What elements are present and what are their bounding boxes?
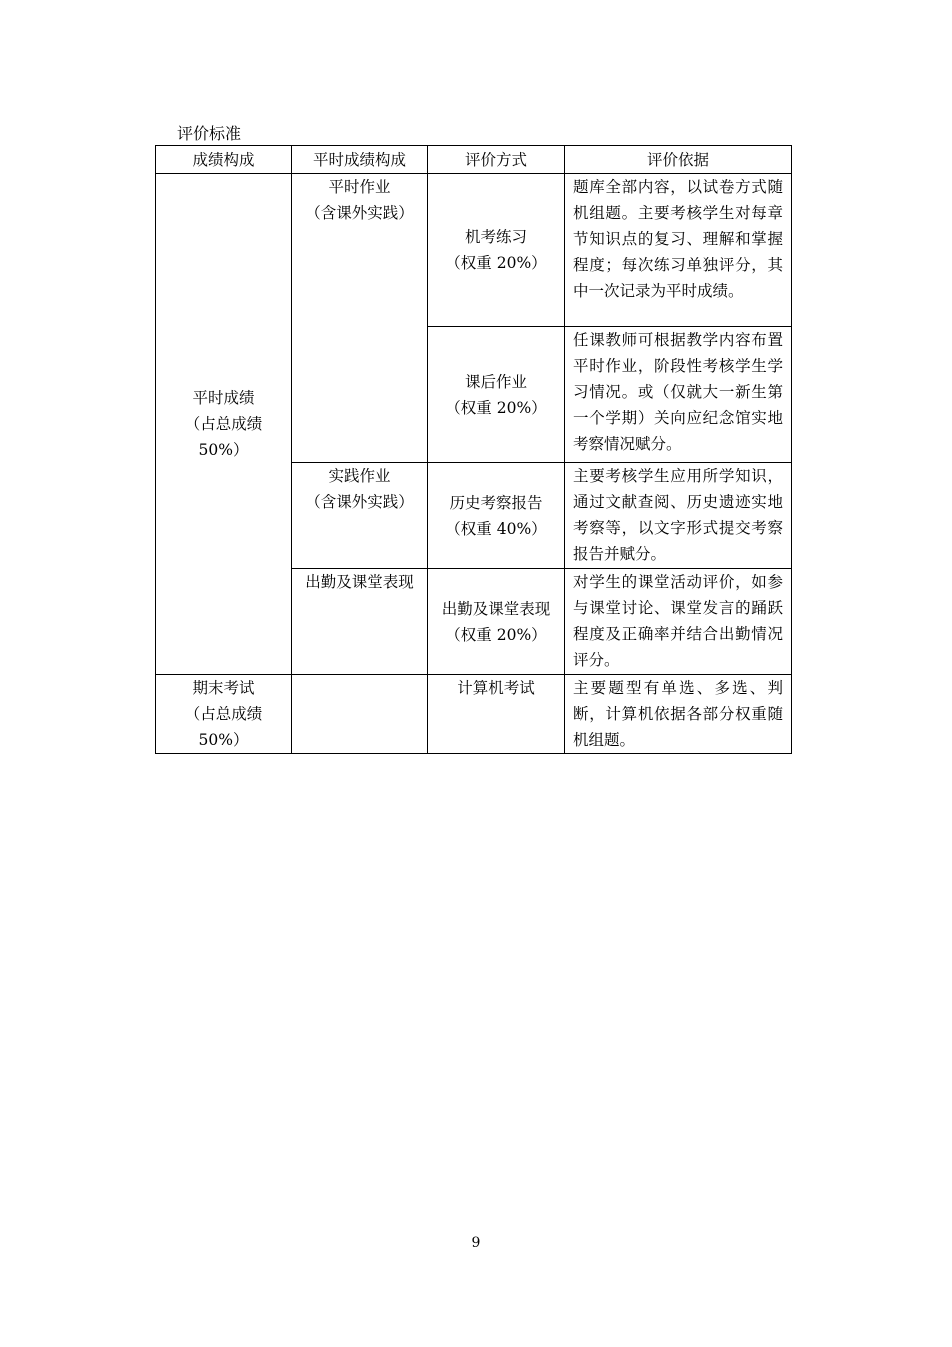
cell-component-final bbox=[156, 675, 292, 754]
cell-basis: 主要考核学生应用所学知识，通过文献查阅、历史遗迹实地考察等，以文字形式提交考察报告并赋分。 bbox=[565, 463, 792, 569]
sub-line: 平时作业 bbox=[328, 178, 391, 196]
table-header-row bbox=[156, 146, 792, 174]
method-line: 历史考察报告 bbox=[449, 493, 543, 512]
table-row bbox=[156, 174, 792, 327]
table-caption: 评价标准 bbox=[177, 124, 242, 143]
cell-basis: 题库全部内容，以试卷方式随机组题。主要考核学生对每章节知识点的复习、理解和掌握程度；每次练习单独评分，其中一次记录为平时成绩。 bbox=[565, 174, 792, 327]
cell-sub-homework bbox=[292, 174, 428, 463]
cell-basis: 对学生的课堂活动评价，如参与课堂讨论、课堂发言的踊跃程度及正确率并结合出勤情况评分。 bbox=[565, 569, 792, 675]
sub-line: 实践作业 bbox=[328, 467, 391, 485]
sub-line: （含课外实践） bbox=[305, 204, 414, 222]
table-row bbox=[156, 675, 792, 754]
method-line: 计算机考试 bbox=[457, 679, 535, 697]
method-line: （权重 40%） bbox=[445, 519, 547, 538]
cell-basis: 任课教师可根据教学内容布置平时作业，阶段性考核学生学习情况。或（仅就大一新生第一个学期）关向应纪念馆实地考察情况赋分。 bbox=[565, 327, 792, 463]
method-line: 出勤及课堂表现 bbox=[441, 599, 551, 618]
component-line: 期末考试 bbox=[192, 679, 255, 697]
component-line: 50%） bbox=[198, 731, 249, 749]
header-cell-component: 成绩构成 bbox=[156, 146, 292, 174]
cell-method bbox=[428, 463, 565, 569]
sub-line: 出勤及课堂表现 bbox=[305, 573, 414, 591]
method-line: （权重 20%） bbox=[445, 398, 547, 417]
method-line: （权重 20%） bbox=[445, 254, 547, 272]
cell-sub-empty bbox=[292, 675, 428, 754]
cell-method bbox=[428, 569, 565, 675]
evaluation-table bbox=[155, 145, 792, 754]
sub-line: （含课外实践） bbox=[305, 493, 414, 511]
cell-basis: 主要题型有单选、多选、判断，计算机依据各部分权重随机组题。 bbox=[565, 675, 792, 754]
cell-sub-practice bbox=[292, 463, 428, 569]
cell-sub-attendance bbox=[292, 569, 428, 675]
component-line: （占总成绩 bbox=[184, 415, 263, 433]
cell-method bbox=[428, 174, 565, 327]
header-cell-sub-component: 平时成绩构成 bbox=[292, 146, 428, 174]
component-line: 平时成绩 bbox=[192, 389, 255, 407]
header-cell-method: 评价方式 bbox=[428, 146, 565, 174]
method-line: （权重 20%） bbox=[445, 625, 547, 644]
page-number: 9 bbox=[471, 1235, 481, 1251]
cell-method bbox=[428, 327, 565, 463]
header-cell-basis: 评价依据 bbox=[565, 146, 792, 174]
method-line: 机考练习 bbox=[464, 228, 527, 246]
cell-method bbox=[428, 675, 565, 754]
method-line: 课后作业 bbox=[464, 372, 527, 391]
component-line: 50%） bbox=[198, 441, 249, 459]
component-line: （占总成绩 bbox=[184, 705, 263, 723]
cell-component-regular bbox=[156, 174, 292, 675]
